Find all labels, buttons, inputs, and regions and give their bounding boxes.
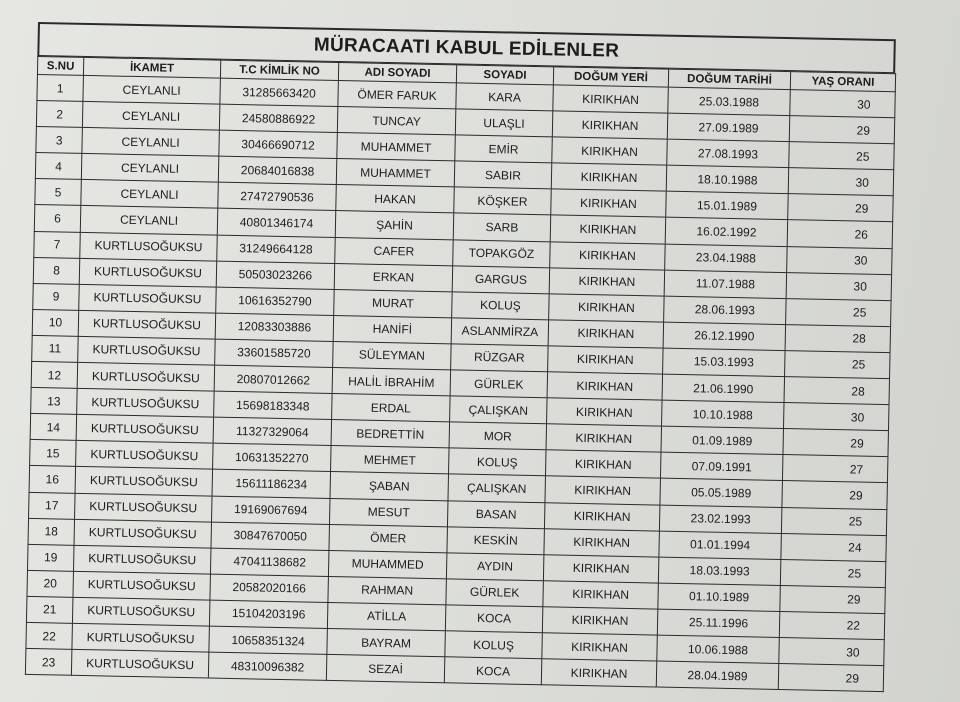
cell-first-name: MESUT [329, 498, 447, 526]
column-header-age: YAŞ ORANI [790, 72, 895, 92]
cell-id-number: 24580886922 [219, 104, 337, 132]
cell-residence: KURTLUSOĞUKSU [73, 545, 210, 574]
cell-first-name: ATİLLA [327, 602, 445, 630]
cell-sn: 13 [31, 388, 78, 415]
cell-age: 30 [779, 637, 885, 665]
cell-id-number: 50503023266 [216, 261, 334, 289]
cell-sn: 18 [28, 518, 75, 545]
cell-age: 30 [787, 246, 893, 274]
cell-birthplace: KIRIKHAN [543, 581, 659, 609]
cell-birthplace: KIRIKHAN [549, 267, 665, 295]
cell-birthdate: 23.02.1993 [659, 505, 781, 534]
cell-sn: 7 [34, 231, 81, 258]
cell-first-name: BEDRETTİN [331, 420, 449, 448]
cell-age: 30 [786, 272, 892, 300]
cell-birthplace: KIRIKHAN [544, 528, 660, 556]
cell-birthplace: KIRIKHAN [544, 502, 660, 530]
cell-birthdate: 21.06.1990 [662, 374, 784, 403]
cell-id-number: 15698183348 [214, 391, 332, 419]
cell-birthdate: 28.06.1993 [664, 296, 786, 325]
cell-surname: KESKİN [447, 526, 545, 554]
cell-birthplace: KIRIKHAN [550, 215, 666, 243]
column-header-residence: İKAMET [83, 57, 220, 78]
cell-age: 29 [782, 481, 888, 509]
cell-birthdate: 05.05.1989 [660, 478, 782, 507]
cell-surname: ÇALIŞKAN [450, 396, 548, 424]
cell-first-name: HALİL İBRAHİM [332, 368, 450, 396]
cell-id-number: 30847670050 [211, 522, 329, 550]
cell-residence: KURTLUSOĞUKSU [72, 597, 209, 626]
cell-id-number: 31285663420 [220, 78, 338, 106]
cell-first-name: MEHMET [331, 446, 449, 474]
cell-first-name: HANİFİ [333, 315, 451, 343]
cell-surname: KOLUŞ [445, 631, 543, 659]
cell-sn: 9 [33, 283, 80, 310]
cell-residence: KURTLUSOĞUKSU [79, 258, 216, 287]
cell-birthdate: 26.12.1990 [663, 322, 785, 351]
cell-age: 25 [789, 142, 895, 170]
cell-id-number: 40801346174 [217, 209, 335, 237]
cell-first-name: ERKAN [334, 263, 452, 291]
cell-birthplace: KIRIKHAN [548, 320, 664, 348]
cell-birthdate: 01.01.1994 [659, 531, 781, 560]
cell-age: 30 [783, 403, 889, 431]
cell-surname: KÖŞKER [454, 187, 552, 215]
cell-birthplace: KIRIKHAN [552, 137, 668, 165]
cell-birthdate: 16.02.1992 [665, 218, 787, 247]
cell-birthplace: KIRIKHAN [545, 476, 661, 504]
cell-surname: MOR [449, 422, 547, 450]
cell-surname: EMİR [455, 135, 553, 163]
cell-age: 25 [786, 298, 892, 326]
cell-sn: 6 [34, 205, 81, 232]
column-header-birthplace: DOĞUM YERİ [553, 67, 668, 87]
cell-residence: KURTLUSOĞUKSU [76, 415, 213, 444]
cell-residence: KURTLUSOĞUKSU [73, 571, 210, 600]
cell-age: 29 [788, 194, 894, 222]
cell-birthdate: 27.08.1993 [667, 139, 789, 168]
cell-birthplace: KIRIKHAN [545, 450, 661, 478]
cell-residence: CEYLANLI [82, 128, 219, 157]
cell-id-number: 20684016838 [218, 156, 336, 184]
cell-birthplace: KIRIKHAN [549, 294, 665, 322]
cell-sn: 1 [37, 74, 84, 101]
cell-sn: 21 [26, 596, 73, 623]
cell-age: 29 [780, 585, 886, 613]
cell-residence: KURTLUSOĞUKSU [79, 284, 216, 313]
cell-birthdate: 11.07.1988 [664, 270, 786, 299]
cell-surname: KOLUŞ [449, 448, 547, 476]
cell-birthdate: 10.06.1988 [657, 635, 779, 664]
cell-first-name: MUHAMMET [337, 133, 455, 161]
cell-age: 24 [781, 533, 887, 561]
cell-birthdate: 01.10.1989 [658, 583, 780, 612]
cell-id-number: 31249664128 [217, 235, 335, 263]
cell-surname: ASLANMİRZA [451, 318, 549, 346]
column-header-id-number: T.C KİMLİK NO [220, 60, 338, 80]
cell-id-number: 20807012662 [214, 365, 332, 393]
cell-first-name: CAFER [335, 237, 453, 265]
cell-birthplace: KIRIKHAN [548, 346, 664, 374]
cell-first-name: MUHAMMET [336, 159, 454, 187]
cell-sn: 12 [31, 361, 78, 388]
cell-surname: AYDIN [446, 553, 544, 581]
cell-birthplace: KIRIKHAN [546, 424, 662, 452]
cell-first-name: SEZAİ [326, 654, 444, 682]
cell-id-number: 27472790536 [218, 183, 336, 211]
applicant-list-sheet [25, 22, 896, 692]
cell-surname: SABIR [454, 161, 552, 189]
column-header-surname: SOYADI [456, 65, 553, 85]
cell-birthplace: KIRIKHAN [542, 607, 658, 635]
cell-age: 25 [780, 559, 886, 587]
cell-age: 30 [788, 168, 894, 196]
cell-age: 28 [784, 377, 890, 405]
cell-id-number: 11327329064 [213, 417, 331, 445]
cell-age: 29 [778, 664, 884, 692]
cell-birthplace: KIRIKHAN [553, 85, 669, 113]
cell-residence: KURTLUSOĞUKSU [77, 388, 214, 417]
cell-residence: CEYLANLI [83, 75, 220, 104]
cell-age: 30 [790, 90, 896, 118]
cell-residence: KURTLUSOĞUKSU [72, 623, 209, 652]
cell-residence: KURTLUSOĞUKSU [77, 362, 214, 391]
column-header-birthdate: DOĞUM TARİHİ [668, 69, 790, 89]
cell-sn: 2 [36, 101, 83, 128]
cell-birthdate: 10.10.1988 [662, 400, 784, 429]
cell-sn: 22 [26, 622, 73, 649]
cell-surname: RÜZGAR [451, 344, 549, 372]
cell-sn: 19 [27, 544, 74, 571]
cell-age: 22 [779, 611, 885, 639]
cell-surname: SARB [453, 213, 551, 241]
cell-residence: KURTLUSOĞUKSU [75, 493, 212, 522]
cell-residence: KURTLUSOĞUKSU [75, 467, 212, 496]
cell-surname: KOLUŞ [452, 292, 550, 320]
cell-first-name: SÜLEYMAN [333, 341, 451, 369]
cell-sn: 23 [25, 648, 72, 675]
cell-residence: CEYLANLI [81, 154, 218, 183]
cell-birthplace: KIRIKHAN [541, 659, 657, 687]
cell-birthdate: 27.09.1989 [667, 113, 789, 142]
cell-birthdate: 01.09.1989 [661, 426, 783, 455]
cell-first-name: RAHMAN [328, 576, 446, 604]
cell-age: 25 [781, 507, 887, 535]
document-title: MÜRACAATI KABUL EDİLENLER [37, 22, 896, 73]
cell-first-name: ÖMER [329, 524, 447, 552]
cell-surname: BASAN [447, 500, 545, 528]
cell-birthdate: 15.01.1989 [666, 192, 788, 221]
cell-age: 29 [789, 116, 895, 144]
cell-birthdate: 18.10.1988 [666, 165, 788, 194]
table-body [25, 74, 895, 691]
cell-birthdate: 18.03.1993 [658, 557, 780, 586]
cell-residence: CEYLANLI [80, 206, 217, 235]
cell-sn: 11 [32, 335, 79, 362]
cell-surname: ULAŞLI [455, 109, 553, 137]
cell-birthplace: KIRIKHAN [547, 372, 663, 400]
cell-age: 26 [787, 220, 893, 248]
cell-residence: KURTLUSOĞUKSU [74, 519, 211, 548]
cell-first-name: ERDAL [332, 394, 450, 422]
cell-birthdate: 25.03.1988 [668, 87, 790, 116]
column-header-sn: S.NU [37, 57, 83, 76]
cell-birthplace: KIRIKHAN [547, 398, 663, 426]
cell-sn: 14 [30, 414, 77, 441]
cell-surname: TOPAKGÖZ [453, 239, 551, 267]
cell-residence: KURTLUSOĞUKSU [71, 649, 208, 678]
cell-first-name: TUNCAY [337, 107, 455, 135]
cell-sn: 8 [33, 257, 80, 284]
cell-age: 28 [785, 324, 891, 352]
cell-birthdate: 07.09.1991 [660, 452, 782, 481]
cell-sn: 10 [32, 309, 79, 336]
cell-birthplace: KIRIKHAN [550, 241, 666, 269]
cell-age: 27 [782, 455, 888, 483]
cell-surname: GARGUS [452, 266, 550, 294]
cell-id-number: 48310096382 [208, 652, 326, 680]
cell-birthplace: KIRIKHAN [543, 554, 659, 582]
cell-id-number: 10616352790 [216, 287, 334, 315]
cell-sn: 4 [35, 153, 82, 180]
cell-surname: GÜRLEK [446, 579, 544, 607]
cell-id-number: 19169067694 [212, 496, 330, 524]
cell-residence: KURTLUSOĞUKSU [78, 310, 215, 339]
cell-first-name: MUHAMMED [328, 550, 446, 578]
cell-id-number: 10658351324 [209, 626, 327, 654]
cell-birthplace: KIRIKHAN [551, 163, 667, 191]
cell-id-number: 47041138682 [210, 548, 328, 576]
cell-residence: KURTLUSOĞUKSU [78, 336, 215, 365]
cell-birthplace: KIRIKHAN [542, 633, 658, 661]
cell-id-number: 20582020166 [210, 574, 328, 602]
cell-residence: KURTLUSOĞUKSU [80, 232, 217, 261]
cell-surname: KARA [456, 83, 554, 111]
cell-residence: KURTLUSOĞUKSU [76, 441, 213, 470]
cell-id-number: 12083303886 [215, 313, 333, 341]
cell-id-number: 33601585720 [215, 339, 333, 367]
cell-birthplace: KIRIKHAN [551, 189, 667, 217]
cell-first-name: BAYRAM [327, 628, 445, 656]
cell-birthdate: 23.04.1988 [665, 244, 787, 273]
cell-surname: GÜRLEK [450, 370, 548, 398]
cell-surname: KOCA [445, 605, 543, 633]
cell-id-number: 10631352270 [213, 443, 331, 471]
cell-first-name: ŞABAN [330, 472, 448, 500]
cell-first-name: MURAT [334, 289, 452, 317]
cell-sn: 5 [35, 179, 82, 206]
cell-sn: 16 [29, 466, 76, 493]
cell-sn: 20 [27, 570, 74, 597]
cell-residence: CEYLANLI [81, 180, 218, 209]
cell-birthplace: KIRIKHAN [552, 111, 668, 139]
cell-id-number: 30466690712 [219, 130, 337, 158]
column-header-first-name: ADI SOYADI [338, 63, 456, 83]
cell-birthdate: 28.04.1989 [656, 661, 778, 690]
cell-sn: 17 [29, 492, 76, 519]
cell-age: 25 [785, 350, 891, 378]
cell-surname: KOCA [444, 657, 542, 685]
cell-age: 29 [783, 429, 889, 457]
cell-id-number: 15611186234 [212, 469, 330, 497]
cell-sn: 15 [30, 440, 77, 467]
cell-birthdate: 25.11.1996 [657, 609, 779, 638]
cell-id-number: 15104203196 [209, 600, 327, 628]
cell-sn: 3 [36, 127, 83, 154]
cell-birthdate: 15.03.1993 [663, 348, 785, 377]
applicant-table [25, 56, 896, 692]
cell-surname: ÇALIŞKAN [448, 474, 546, 502]
cell-first-name: HAKAN [336, 185, 454, 213]
cell-first-name: ŞAHİN [335, 211, 453, 239]
cell-residence: CEYLANLI [82, 102, 219, 131]
cell-first-name: ÖMER FARUK [338, 81, 456, 109]
